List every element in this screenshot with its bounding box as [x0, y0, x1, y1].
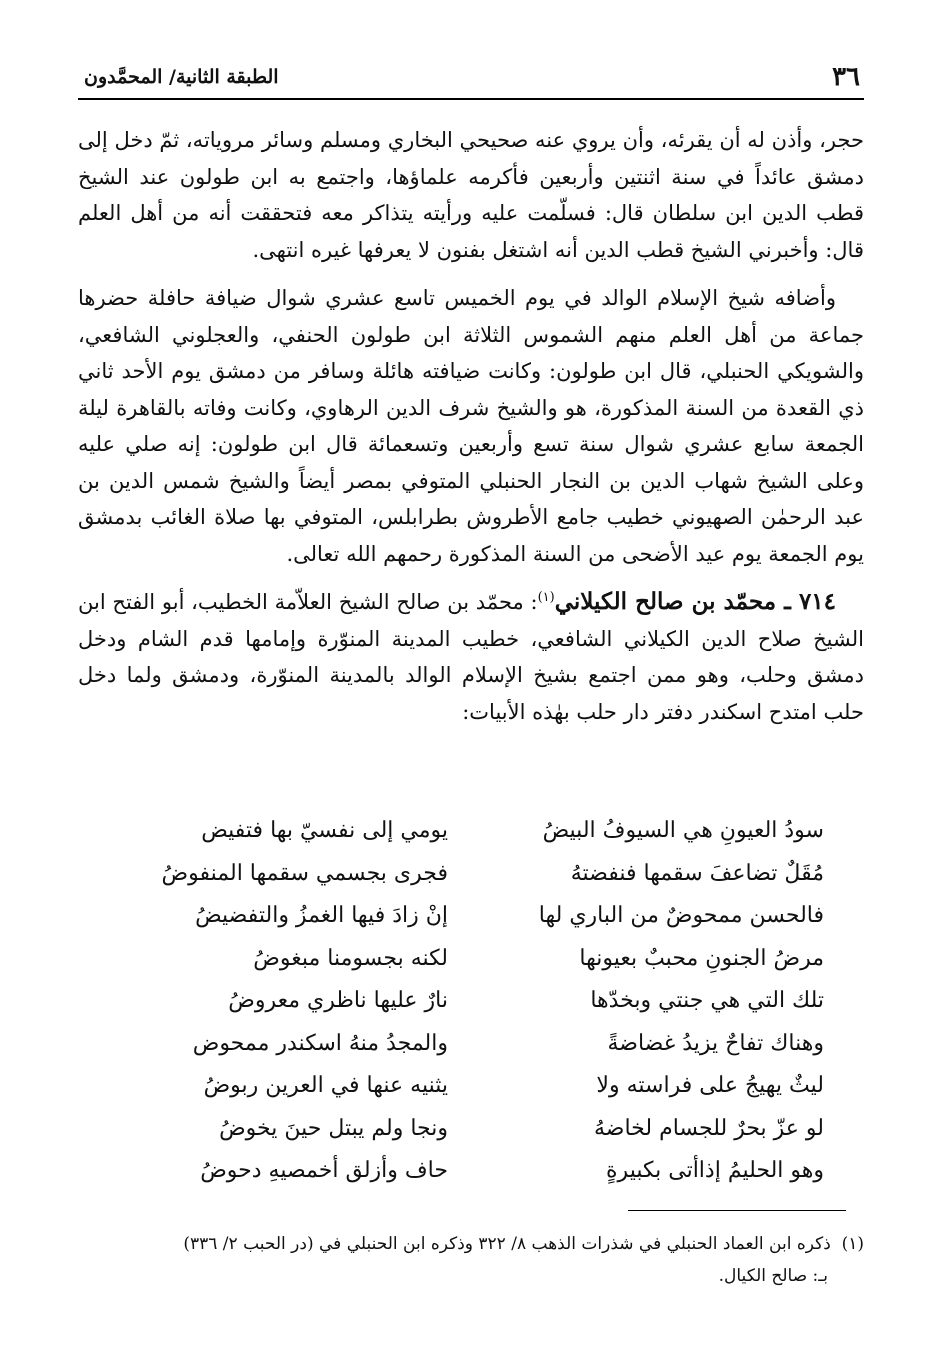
second-hemistich: ونجا ولم يبتل حينَ يخوضُ	[219, 1115, 448, 1141]
first-hemistich: لو عزّ بحرٌ للجسام لخاضهُ	[594, 1115, 824, 1141]
verse-line	[118, 1073, 824, 1116]
verse-line	[118, 1031, 824, 1074]
paragraph: حجر، وأذن له أن يقرئه، وأن يروي عنه صحيحي البخاري ومسلم وسائر مروياته، ثمّ دخل إلى دمشق عائداً في سنة اثنتين وأربعين فأكرمه علماؤها، واجتمع به ابن طولون عند الشيخ قطب الدين ابن سلطان قال: فسلّمت عليه ورأيته يتذاكر معه فتحققت أنه من أهل العلم قال: وأخبرني الشيخ قطب الدين أنه اشتغل بفنون لا يعرفها غيره انتهى.	[78, 128, 864, 262]
second-hemistich: يومي إلى نفسيّ بها فتفيض	[201, 818, 448, 843]
first-hemistich: ليثٌ يهيجُ على فراسته ولا	[596, 1073, 824, 1098]
verse-line	[118, 861, 824, 904]
footnote-divider	[628, 1210, 846, 1211]
running-title: الطبقة الثانية/ المحمَّدون	[84, 66, 279, 88]
second-hemistich: لكنه بجسومنا مبغوضُ	[253, 945, 448, 971]
footnote	[78, 1228, 864, 1292]
verse-line	[118, 1158, 824, 1201]
first-hemistich: وهو الحليمُ إذاأتى بكبيرةٍ	[606, 1158, 824, 1183]
second-hemistich: نارٌ عليها ناظري معروضُ	[228, 988, 448, 1013]
first-hemistich: مُقَلٌ تضاعفَ سقمها فنفضتهُ	[570, 860, 824, 886]
first-hemistich: تلك التي هي جنتي وبخدّها	[590, 988, 824, 1013]
second-hemistich: والمجدُ منهُ اسكندر ممحوض	[192, 1030, 448, 1056]
second-hemistich: يثنيه عنها في العرين ربوضُ	[203, 1073, 448, 1098]
first-hemistich: وهناك تفاحٌ يزيدُ غضاضةً	[607, 1030, 824, 1056]
footnote-marker[interactable]: (١)	[537, 590, 555, 605]
verse-line	[118, 988, 824, 1031]
footnote-number: (١)	[841, 1234, 864, 1254]
footnote-line: بـ: صالح الكيال.	[718, 1266, 828, 1286]
first-hemistich: سودُ العيونِ هي السيوفُ البيضُ	[542, 818, 824, 843]
verse-line	[118, 903, 824, 946]
paragraph: وأضافه شيخ الإسلام الوالد في يوم الخميس تاسع عشري شوال ضيافة حافلة حضرها جماعة من أهل العلم منهم الشموس الثلاثة ابن طولون الحنفي، والعجلوني الشافعي، والشويكي الحنبلي، قال ابن طولون: وكانت ضيافته هائلة وسافر من دمشق يوم الأحد ثاني ذي القعدة من السنة المذكورة، هو والشيخ شرف الدين الرهاوي، وكانت وفاته بالقاهرة ليلة الجمعة سابع عشري شوال سنة تسع وأربعين وتسعمائة قال ابن طولون: إنه صلي عليه وعلى الشيخ شهاب الدين بن النجار الحنبلي المتوفي بمصر أيضاً والشيخ شمس الدين بن عبد الرحمٰن الصهيوني خطيب جامع الأطروش بطرابلس، المتوفي بها صلاة الغائب بدمشق يوم الجمعة يوم عيد الأضحى من السنة المذكورة رحمهم الله تعالى.	[78, 286, 864, 566]
second-hemistich: حاف وأزلق أخمصيهِ دحوضُ	[200, 1158, 448, 1183]
entry-heading: ٧١٤ ـ محمّد بن صالح الكيلاني	[554, 588, 836, 615]
page-number: ٣٦	[832, 62, 860, 92]
page-header	[78, 58, 864, 100]
poem	[118, 818, 824, 1201]
biography-entry	[78, 584, 864, 730]
verse-line	[118, 818, 824, 861]
entry-text: : محمّد بن صالح الشيخ العلاّمة الخطيب، أبو الفتح ابن الشيخ صلاح الدين الكيلاني الشافعي، خطيب المدينة المنوّرة وإمامها قدم الشام ودخل دمشق وحلب، وهو ممن اجتمع بشيخ الإسلام الوالد بالمدينة المنوّرة، ودمشق ولما دخل حلب امتدح اسكندر دفتر دار حلب بهٰذه الأبيات:	[78, 590, 864, 724]
footnote-line	[78, 1228, 864, 1260]
footnote-text: ذكره ابن العماد الحنبلي في شذرات الذهب ٨/ ٣٢٢ وذكره ابن الحنبلي في (در الحبب ٢/ ٣٣٦)	[183, 1234, 831, 1254]
main-text	[78, 122, 864, 742]
second-hemistich: إنْ زادَ فيها الغمزُ والتفضيضُ	[195, 903, 448, 928]
second-hemistich: فجرى بجسمي سقمها المنفوضُ	[161, 860, 448, 886]
verse-line	[118, 1116, 824, 1159]
first-hemistich: فالحسن ممحوضٌ من الباري لها	[538, 903, 824, 928]
verse-line	[118, 946, 824, 989]
first-hemistich: مرضُ الجنونِ محببٌ بعيونها	[579, 945, 824, 971]
